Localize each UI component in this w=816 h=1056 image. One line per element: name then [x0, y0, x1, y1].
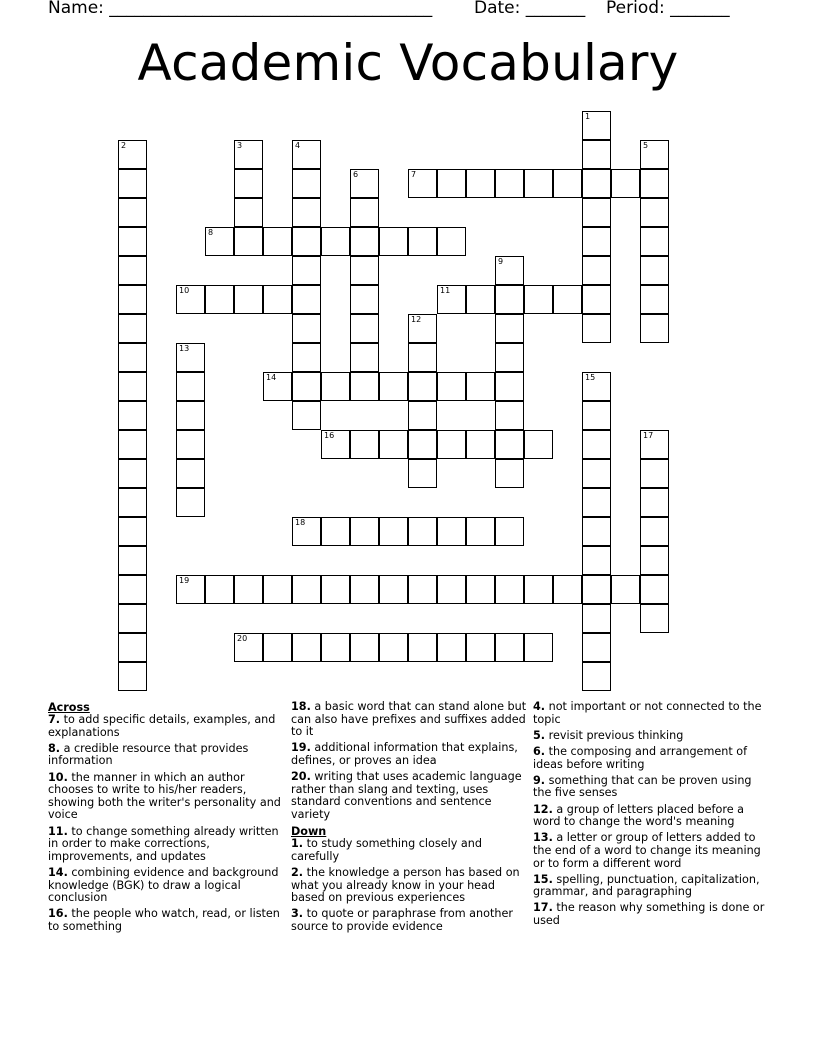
clue-text: a letter or group of letters added to the end of a word to change its meaning or to form a different word [533, 831, 761, 870]
crossword-cell[interactable] [495, 517, 524, 546]
crossword-cell[interactable] [640, 314, 669, 343]
crossword-cell[interactable] [408, 517, 437, 546]
crossword-cell[interactable] [118, 169, 147, 198]
clue-text: to quote or paraphrase from another source to provide evidence [291, 907, 513, 933]
clue-number-label: 19. [291, 741, 311, 755]
crossword-cell[interactable] [321, 517, 350, 546]
clue-number-label: 15. [533, 872, 553, 886]
clue-number: 7 [411, 170, 417, 179]
clue-number: 10 [179, 286, 190, 295]
crossword-cell[interactable] [292, 256, 321, 285]
crossword-cell[interactable] [640, 256, 669, 285]
crossword-cell[interactable] [582, 488, 611, 517]
clue-number-label: 16. [48, 907, 68, 921]
name-field[interactable]: Name: ______________________________________ [48, 0, 433, 18]
clue-item [291, 838, 527, 863]
crossword-cell[interactable] [350, 517, 379, 546]
crossword-cell[interactable] [234, 633, 263, 662]
crossword-cell[interactable] [292, 575, 321, 604]
crossword-cell[interactable] [408, 575, 437, 604]
across-heading: Across [48, 701, 90, 714]
clue-item [48, 772, 284, 822]
crossword-cell[interactable] [292, 372, 321, 401]
clue-number-label: 2. [291, 865, 304, 879]
crossword-cell[interactable] [466, 517, 495, 546]
crossword-cell[interactable] [495, 256, 524, 285]
crossword-cell[interactable] [176, 459, 205, 488]
crossword-cell[interactable] [263, 372, 292, 401]
crossword-cell[interactable] [640, 430, 669, 459]
crossword-cell[interactable] [640, 488, 669, 517]
crossword-cell[interactable] [118, 140, 147, 169]
clue-text: something that can be proven using the five senses [533, 773, 752, 800]
clue-text: to add specific details, examples, and explanations [48, 713, 276, 739]
clue-number: 15 [585, 373, 596, 382]
clue-item [48, 826, 284, 864]
crossword-cell[interactable] [118, 662, 147, 691]
crossword-cell[interactable] [437, 227, 466, 256]
crossword-cell[interactable] [582, 285, 611, 314]
clue-text: a group of letters placed before a word to change the word's meaning [533, 802, 744, 829]
crossword-cell[interactable] [466, 575, 495, 604]
clue-text: revisit previous thinking [548, 728, 684, 742]
crossword-cell[interactable] [524, 285, 553, 314]
clue-number: 12 [411, 315, 422, 324]
clue-item [291, 701, 527, 739]
crossword-cell[interactable] [321, 430, 350, 459]
clue-text: writing that uses academic language rather than slang and texting, uses standard conventions and sentence variety [291, 770, 522, 821]
clue-number: 1 [585, 112, 591, 121]
clue-item [533, 775, 769, 800]
crossword-cell[interactable] [582, 111, 611, 140]
clue-number: 4 [295, 141, 301, 150]
clue-number: 5 [643, 141, 649, 150]
crossword-cell[interactable] [379, 227, 408, 256]
clue-item [533, 746, 769, 771]
crossword-cell[interactable] [611, 169, 640, 198]
clue-text: not important or not connected to the topic [533, 700, 762, 726]
crossword-cell[interactable] [408, 343, 437, 372]
crossword-cell[interactable] [292, 198, 321, 227]
clue-text: the composing and arrangement of ideas before writing [533, 744, 748, 771]
crossword-cell[interactable] [582, 227, 611, 256]
clue-number: 14 [266, 373, 277, 382]
clue-number-label: 13. [533, 831, 553, 845]
crossword-cell[interactable] [408, 227, 437, 256]
crossword-cell[interactable] [408, 401, 437, 430]
crossword-cell[interactable] [408, 169, 437, 198]
clues-column-3 [533, 701, 769, 931]
crossword-cell[interactable] [408, 459, 437, 488]
crossword-cell[interactable] [118, 227, 147, 256]
crossword-cell[interactable] [118, 198, 147, 227]
crossword-cell[interactable] [292, 227, 321, 256]
clue-text: the reason why something is done or used [533, 901, 765, 928]
clue-number-label: 5. [533, 728, 546, 742]
crossword-cell[interactable] [582, 256, 611, 285]
crossword-cell[interactable] [495, 459, 524, 488]
crossword-cell[interactable] [408, 372, 437, 401]
crossword-cell[interactable] [292, 517, 321, 546]
crossword-cell[interactable] [553, 575, 582, 604]
crossword-cell[interactable] [321, 575, 350, 604]
crossword-cell[interactable] [292, 285, 321, 314]
clue-text: additional information that explains, defines, or proves an idea [291, 741, 518, 767]
crossword-cell[interactable] [437, 575, 466, 604]
crossword-cell[interactable] [350, 169, 379, 198]
clue-number-label: 3. [291, 907, 304, 921]
crossword-cell[interactable] [176, 285, 205, 314]
clue-number-label: 20. [291, 770, 311, 784]
crossword-cell[interactable] [118, 314, 147, 343]
crossword-cell[interactable] [350, 430, 379, 459]
crossword-cell[interactable] [437, 285, 466, 314]
clue-number-label: 6. [533, 744, 546, 758]
clue-number: 9 [498, 257, 504, 266]
clue-item [48, 867, 284, 905]
clue-number-label: 17. [533, 901, 553, 915]
crossword-cell[interactable] [292, 633, 321, 662]
crossword-cell[interactable] [524, 575, 553, 604]
crossword-cell[interactable] [640, 546, 669, 575]
down-heading: Down [291, 825, 327, 839]
clue-number-label: 1. [291, 837, 304, 851]
date-field[interactable]: Date: _______ [474, 0, 586, 18]
crossword-cell[interactable] [495, 314, 524, 343]
crossword-cell[interactable] [350, 198, 379, 227]
crossword-cell[interactable] [350, 256, 379, 285]
clue-item [48, 908, 284, 933]
crossword-cell[interactable] [205, 227, 234, 256]
clue-number: 2 [121, 141, 127, 150]
crossword-cell[interactable] [176, 488, 205, 517]
crossword-cell[interactable] [292, 343, 321, 372]
crossword-cell[interactable] [321, 372, 350, 401]
clue-item [291, 742, 527, 767]
crossword-cell[interactable] [640, 575, 669, 604]
crossword-cell[interactable] [263, 633, 292, 662]
crossword-cell[interactable] [350, 575, 379, 604]
crossword-cell[interactable] [292, 169, 321, 198]
crossword-cell[interactable] [495, 430, 524, 459]
crossword-cell[interactable] [582, 169, 611, 198]
clue-number-label: 9. [533, 773, 546, 787]
crossword-cell[interactable] [582, 575, 611, 604]
clue-item [533, 874, 769, 899]
crossword-cell[interactable] [582, 517, 611, 546]
crossword-cell[interactable] [640, 285, 669, 314]
clues-column-1 [48, 701, 284, 937]
crossword-cell[interactable] [379, 575, 408, 604]
crossword-cell[interactable] [263, 227, 292, 256]
clue-number-label: 10. [48, 770, 68, 784]
crossword-cell[interactable] [234, 140, 263, 169]
crossword-cell[interactable] [321, 633, 350, 662]
crossword-cell[interactable] [350, 227, 379, 256]
crossword-cell[interactable] [611, 575, 640, 604]
crossword-cell[interactable] [582, 459, 611, 488]
crossword-cell[interactable] [582, 604, 611, 633]
crossword-cell[interactable] [553, 285, 582, 314]
clue-number-label: 18. [291, 700, 311, 713]
crossword-cell[interactable] [379, 372, 408, 401]
clue-item [533, 902, 769, 927]
crossword-cell[interactable] [118, 343, 147, 372]
crossword-cell[interactable] [408, 633, 437, 662]
clue-text: spelling, punctuation, capitalization, grammar, and paragraphing [533, 872, 760, 899]
crossword-cell[interactable] [176, 430, 205, 459]
clue-text: the knowledge a person has based on what you already know in your head based on previous experiences [291, 865, 520, 905]
clue-item [48, 714, 284, 739]
clue-item [533, 804, 769, 829]
crossword-cell[interactable] [495, 169, 524, 198]
crossword-cell[interactable] [553, 169, 582, 198]
crossword-cell[interactable] [582, 140, 611, 169]
crossword-cell[interactable] [582, 314, 611, 343]
crossword-cell[interactable] [408, 430, 437, 459]
clue-number: 3 [237, 141, 243, 150]
crossword-cell[interactable] [408, 314, 437, 343]
period-field[interactable]: Period: _______ [606, 0, 730, 18]
crossword-cell[interactable] [582, 430, 611, 459]
crossword-cell[interactable] [640, 169, 669, 198]
crossword-cell[interactable] [263, 575, 292, 604]
crossword-cell[interactable] [350, 633, 379, 662]
clue-item [291, 867, 527, 905]
clue-number: 16 [324, 431, 335, 440]
crossword-cell[interactable] [350, 343, 379, 372]
clue-text: to study something closely and carefully [291, 837, 482, 863]
crossword-cell[interactable] [234, 285, 263, 314]
crossword-cell[interactable] [495, 285, 524, 314]
crossword-cell[interactable] [234, 169, 263, 198]
crossword-cell[interactable] [640, 227, 669, 256]
crossword-cell[interactable] [582, 401, 611, 430]
crossword-cell[interactable] [292, 140, 321, 169]
clue-number-label: 12. [533, 802, 553, 816]
crossword-cell[interactable] [437, 517, 466, 546]
crossword-cell[interactable] [176, 372, 205, 401]
crossword-cell[interactable] [292, 314, 321, 343]
clue-number: 18 [295, 518, 306, 527]
crossword-cell[interactable] [524, 633, 553, 662]
clue-number: 20 [237, 634, 248, 643]
crossword-cell[interactable] [263, 285, 292, 314]
crossword-cell[interactable] [205, 575, 234, 604]
crossword-cell[interactable] [640, 604, 669, 633]
crossword-cell[interactable] [379, 517, 408, 546]
crossword-cell[interactable] [437, 169, 466, 198]
crossword-cell[interactable] [321, 227, 350, 256]
clue-number: 17 [643, 431, 654, 440]
clue-text: to change something already written in order to make corrections, improvements, and updates [48, 824, 279, 863]
crossword-cell[interactable] [234, 227, 263, 256]
crossword-cell[interactable] [176, 575, 205, 604]
clue-item [533, 701, 769, 726]
clue-text: combining evidence and background knowledge (BGK) to draw a logical conclusion [48, 865, 279, 905]
page-title: Academic Vocabulary [137, 34, 679, 92]
crossword-cell[interactable] [582, 633, 611, 662]
crossword-cell[interactable] [437, 372, 466, 401]
crossword-cell[interactable] [379, 633, 408, 662]
crossword-cell[interactable] [582, 372, 611, 401]
crossword-cell[interactable] [118, 517, 147, 546]
crossword-cell[interactable] [640, 198, 669, 227]
crossword-cell[interactable] [379, 430, 408, 459]
crossword-cell[interactable] [118, 285, 147, 314]
crossword-cell[interactable] [466, 633, 495, 662]
crossword-cell[interactable] [495, 575, 524, 604]
crossword-cell[interactable] [466, 430, 495, 459]
clue-number-label: 14. [48, 865, 68, 879]
crossword-cell[interactable] [118, 575, 147, 604]
clue-text: a basic word that can stand alone but can also have prefixes and suffixes added to it [291, 700, 527, 739]
clue-number-label: 11. [48, 824, 68, 838]
crossword-cell[interactable] [640, 459, 669, 488]
crossword-cell[interactable] [118, 459, 147, 488]
crossword-cell[interactable] [466, 372, 495, 401]
crossword-cell[interactable] [524, 169, 553, 198]
crossword-cell[interactable] [176, 401, 205, 430]
clues-column-2 [291, 701, 527, 937]
clue-item [533, 832, 769, 870]
crossword-cell[interactable] [350, 372, 379, 401]
crossword-cell[interactable] [118, 488, 147, 517]
crossword-cell[interactable] [118, 604, 147, 633]
crossword-cell[interactable] [437, 430, 466, 459]
clue-item [291, 908, 527, 933]
clue-text: the people who watch, read, or listen to something [48, 907, 280, 933]
clue-item [48, 743, 284, 768]
crossword-cell[interactable] [524, 430, 553, 459]
clue-number: 6 [353, 170, 359, 179]
crossword-cell[interactable] [234, 198, 263, 227]
clue-item [533, 730, 769, 743]
clue-number: 13 [179, 344, 190, 353]
crossword-cell[interactable] [118, 401, 147, 430]
clue-number-label: 8. [48, 741, 61, 755]
crossword-cell[interactable] [437, 633, 466, 662]
clue-number-label: 7. [48, 713, 61, 726]
crossword-cell[interactable] [640, 140, 669, 169]
clue-number: 19 [179, 576, 190, 585]
crossword-cell[interactable] [350, 314, 379, 343]
clue-number-label: 4. [533, 700, 546, 713]
crossword-cell[interactable] [582, 198, 611, 227]
clue-text: the manner in which an author chooses to write to his/her readers, showing both the writer's personality and voice [48, 770, 281, 822]
clue-number: 8 [208, 228, 214, 237]
crossword-cell[interactable] [495, 372, 524, 401]
crossword-cell[interactable] [350, 285, 379, 314]
crossword-cell[interactable] [640, 517, 669, 546]
crossword-cell[interactable] [234, 575, 263, 604]
crossword-cell[interactable] [495, 401, 524, 430]
clue-text: a credible resource that provides information [48, 741, 249, 768]
crossword-cell[interactable] [118, 430, 147, 459]
crossword-cell[interactable] [292, 401, 321, 430]
clue-number: 11 [440, 286, 451, 295]
crossword-cell[interactable] [118, 546, 147, 575]
crossword-cell[interactable] [118, 256, 147, 285]
crossword-cell[interactable] [582, 546, 611, 575]
crossword-cell[interactable] [582, 662, 611, 691]
crossword-cell[interactable] [176, 343, 205, 372]
crossword-cell[interactable] [466, 169, 495, 198]
crossword-cell[interactable] [466, 285, 495, 314]
crossword-cell[interactable] [118, 372, 147, 401]
clue-item [291, 771, 527, 821]
crossword-cell[interactable] [495, 343, 524, 372]
crossword-cell[interactable] [495, 633, 524, 662]
crossword-cell[interactable] [205, 285, 234, 314]
crossword-cell[interactable] [118, 633, 147, 662]
